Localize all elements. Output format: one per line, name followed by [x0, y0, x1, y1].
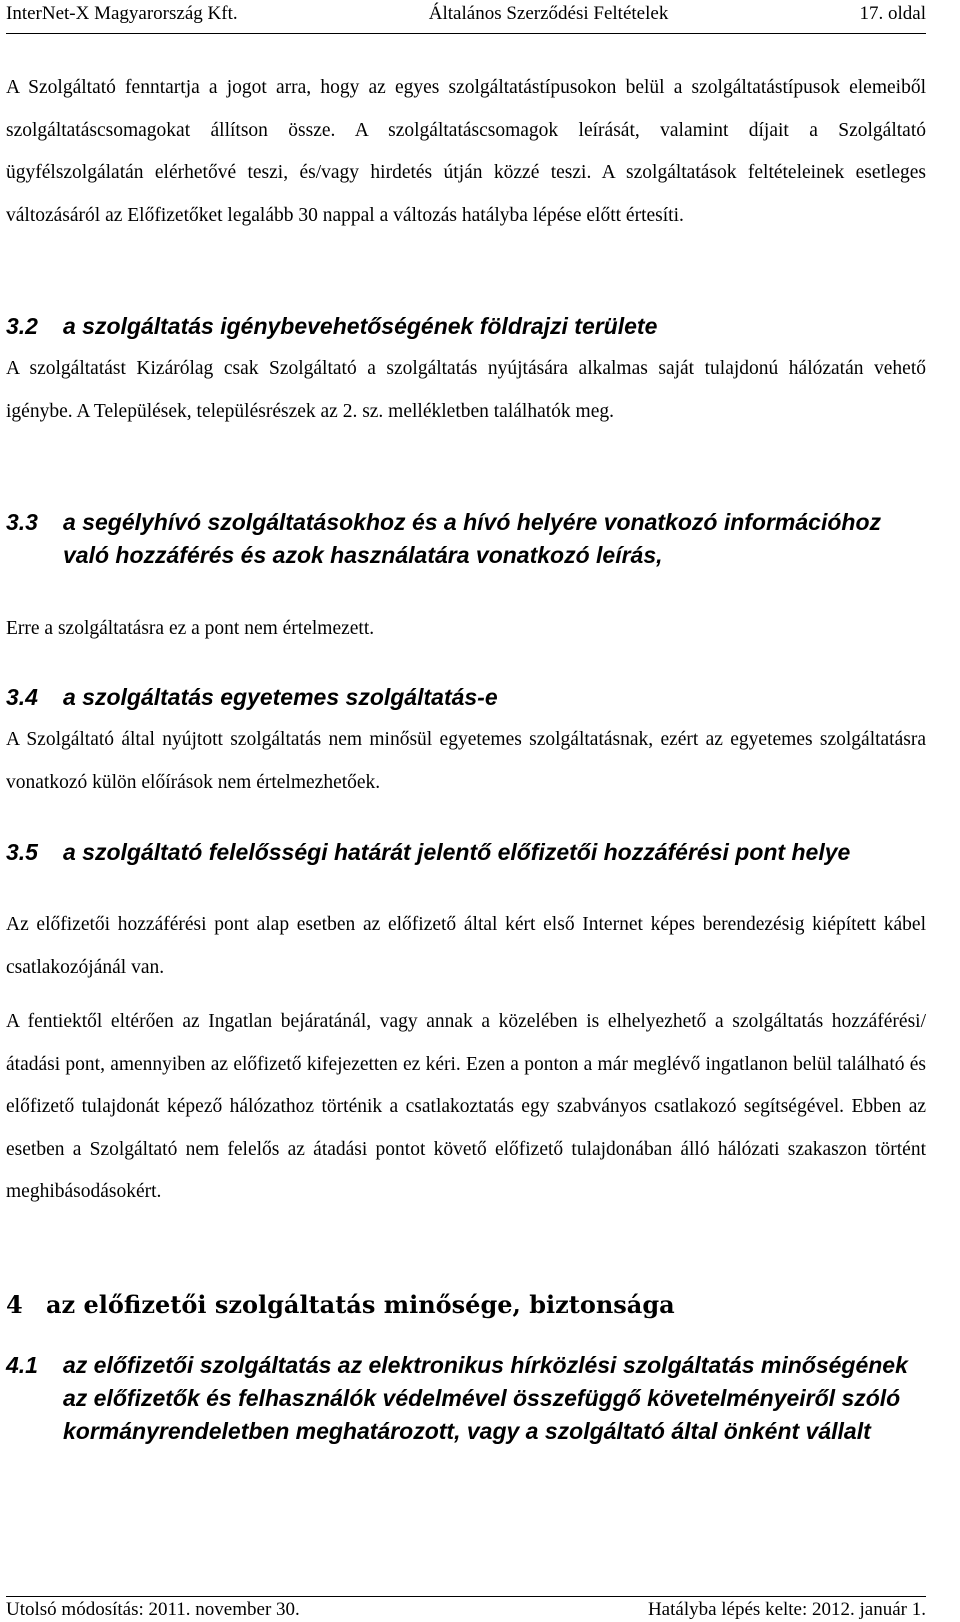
chapter-title: az előfizetői szolgáltatás minősége, biztonsága: [46, 1290, 675, 1319]
section-number: 3.3: [6, 509, 38, 535]
section-title: a szolgáltatás igénybevehetőségének földrajzi területe: [63, 313, 658, 339]
section-title: a szolgáltató felelősségi határát jelentő előfizetői hozzáférési pont helye: [63, 839, 851, 865]
section-title: az előfizetői szolgáltatás az elektronikus hírközlési szolgáltatás minőségének az előfizetők és felhasználók védelmével összefüggő követelményeiről szóló kormányrendeletben meghatározott, vagy a szolgáltató által önként vállalt: [63, 1352, 908, 1444]
section-3-2-text: A szolgáltatást Kizárólag csak Szolgáltató a szolgáltatás nyújtására alkalmas saját tulajdonú hálózatán vehető igénybe. A Települések, településrészek az 2. sz. mellékletben találhatók meg.: [6, 358, 926, 422]
section-3-4-heading: [6, 681, 926, 714]
page-footer: [6, 1598, 926, 1622]
section-number: 4.1: [6, 1352, 38, 1378]
intro-paragraph: A Szolgáltató fenntartja a jogot arra, hogy az egyes szolgáltatástípusokon belül a szolgáltatástípusok elemeiből szolgáltatáscsomagokat állítson össze. A szolgáltatáscsomagok leírását, valamint díjait a Szolgáltató ügyfélszolgálatán elérhetővé teszi, és/vagy hirdetés útján közzé teszi. A szolgáltatások feltételeinek esetleges változásáról az Előfizetőket legalább 30 nappal a változás hatályba lépése előtt értesíti.: [6, 77, 926, 226]
header-company: InterNet-X Magyarország Kft.: [6, 3, 238, 24]
section-3-4-text: A Szolgáltató által nyújtott szolgáltatás nem minősül egyetemes szolgáltatásnak, ezért az egyetemes szolgáltatásra vonatkozó külön előírások nem értelmezhetőek.: [6, 729, 926, 793]
section-number: 3.2: [6, 313, 38, 339]
footer-effective-date: Hatályba lépés kelte: 2012. január 1.: [647, 1599, 926, 1620]
section-3-5-text-2: A fentiektől eltérően az Ingatlan bejáratánál, vagy annak a közelében is elhelyezhető a szolgáltatás hozzáférési/átadási pont, amennyiben az előfizető kifejezetten ez kéri. Ezen a ponton a már meglévő ingatlanon belül található és előfizető tulajdonát képező hálózathoz történik a csatlakoztatás egy szabványos csatlakozó segítségével. Ebben az esetben a Szolgáltató nem felelős az átadási pontot követő előfizető tulajdonában álló hálózati szakaszon történt meghibásodásokért.: [6, 1011, 926, 1202]
section-number: 3.5: [6, 839, 38, 865]
section-3-3-heading: [6, 506, 926, 572]
footer-modified-date: Utolsó módosítás: 2011. november 30.: [6, 1599, 300, 1620]
section-title: a segélyhívó szolgáltatásokhoz és a hívó helyére vonatkozó információhoz való hozzáférés és azok használatára vonatkozó leírás,: [63, 509, 882, 568]
header-page-number: 17. oldal: [859, 3, 926, 24]
section-3-5-heading: [6, 836, 926, 869]
header-divider: [6, 33, 926, 34]
chapter-4-heading: [6, 1287, 926, 1323]
section-4-1-heading: [6, 1349, 926, 1448]
section-3-5-text-1: Az előfizetői hozzáférési pont alap esetben az előfizető által kért első Internet képes berendezésig kiépített kábel csatlakozójánál van.: [6, 914, 926, 978]
header-doc-title: Általános Szerződési Feltételek: [428, 3, 669, 24]
page-header: [6, 2, 926, 30]
section-title: a szolgáltatás egyetemes szolgáltatás-e: [63, 684, 498, 710]
section-number: 3.4: [6, 684, 38, 710]
footer-divider: [6, 1596, 926, 1597]
section-3-3-text: Erre a szolgáltatásra ez a pont nem értelmezett.: [6, 618, 375, 639]
section-3-2-heading: [6, 310, 926, 343]
chapter-number: 4: [6, 1290, 23, 1319]
